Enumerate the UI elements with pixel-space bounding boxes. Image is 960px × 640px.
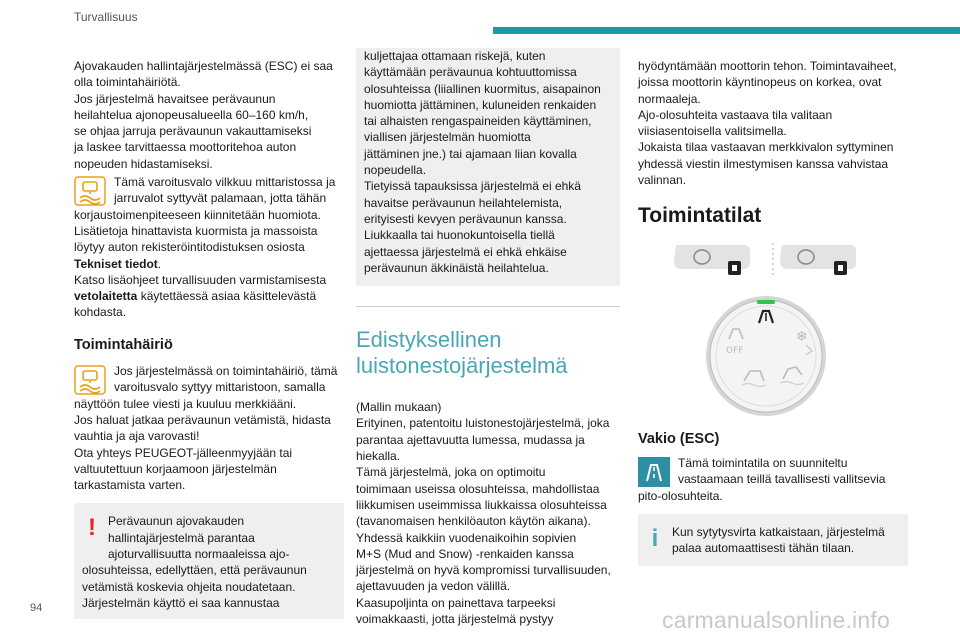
exclamation-icon: ! bbox=[88, 514, 96, 542]
paragraph: (Mallin mukaan) Erityinen, patentoitu luistonestojärjestelmä, joka parantaa ajettavuutta lumessa, mudassa ja hiekalla. Tämä järjestelmä, joka on optimoitu toimimaan useissa olosuhteissa, mahdollistaa liikkumisen useimmissa liukkaissa olosuhteissa (tavanomaisen henkilöauton käytön aikana). Yhdessä kaikkiin vuodenaikoihin sopivien M+S (Mud and Snow) -renkaiden kanssa järjestelmä on hyvä kompromissi turvallisuuden, ajettavuuden ja vedon välillä. Kaasupoljinta on painettava tarpeeksi voimakkaasti, jotta järjestelmä pystyy bbox=[356, 400, 611, 627]
info-text: Kun sytytysvirta katkaistaan, järjestelmä palaa automaattisesti tähän tilaan. bbox=[672, 524, 885, 556]
bold-text: vetolaitetta bbox=[74, 289, 138, 304]
mode-dial-figure bbox=[638, 241, 908, 421]
info-icon: i bbox=[651, 524, 659, 552]
mode-heading: Vakio (ESC) bbox=[638, 430, 720, 447]
divider bbox=[356, 306, 620, 307]
column-2 bbox=[356, 49, 620, 627]
warning-text: kuljettajaa ottamaan riskejä, kuten käyttämään perävaunua kohtuuttomissa olosuhteissa (liiallinen kuormitus, aisapainon huomiotta jättäminen, kuluneiden renkaiden tai alhaisten rengaspaineiden käyttäminen, viallisen järjestelmän huomiotta jättäminen jne.) tai ajamaan liian kovalla nopeudella. Tietyissä tapauksissa järjestelmä ei ehkä havaitse perävaunun heilahtelemista, erityisesti kevyen perävaunun kanssa. Liukkaalla tai huonokuntoisella tiellä ajettaessa järjestelmä ei ehkä ehkäise perävaunun äkkinäistä heilahtelua. bbox=[364, 49, 601, 275]
mode-selector-illustration bbox=[638, 241, 908, 421]
left-console-button bbox=[674, 245, 750, 275]
paragraph: Ajovakauden hallintajärjestelmässä (ESC) ei saa olla toimintahäiriötä. Jos järjestelmä havaitsee perävaunun heilahtelua ajonopeusalueella 60–160 km/h, se ohjaa jarruja perävaunun vakauttamiseksi ja laskee tarvittaessa moottoritehoa auton nopeuden hidastamiseksi. bbox=[74, 59, 333, 171]
warning-box-continued bbox=[356, 48, 620, 286]
section-heading: Edistyksellinen luistonestojärjestelmä bbox=[356, 327, 568, 379]
watermark: carmanualsonline.info bbox=[662, 607, 890, 633]
icon-paragraph-text: Tämä varoitusvalo vilkkuu mittaristossa ja jarruvalot syttyvät palamaan, jotta tähän korjaustoimenpiteeseen kiinnitetään huomiota. bbox=[74, 175, 336, 222]
icon-paragraph bbox=[74, 363, 344, 412]
section-heading: Toimintatilat bbox=[638, 204, 762, 228]
svg-text:❄: ❄ bbox=[796, 328, 808, 345]
column-1 bbox=[74, 58, 344, 619]
paragraph: Katso lisäohjeet turvallisuuden varmistamisesta vetolaitetta käytettäessä asiaa käsittelevästä kohdasta. bbox=[74, 272, 327, 320]
dial-off-label: OFF bbox=[726, 345, 744, 356]
header-accent-bar bbox=[493, 27, 960, 34]
trailer-sway-warning-icon bbox=[74, 176, 106, 206]
right-console-button bbox=[780, 245, 856, 275]
bold-text: Tekniset tiedot bbox=[74, 256, 158, 271]
info-box bbox=[638, 514, 908, 567]
trailer-sway-warning-icon bbox=[74, 365, 106, 395]
dial-led bbox=[757, 300, 775, 304]
icon-paragraph-text: Tämä toimintatila on suunniteltu vastaamaan teillä tavallisesti vallitsevia pito-olosuhteita. bbox=[638, 455, 886, 503]
warning-box bbox=[74, 503, 344, 619]
column-3 bbox=[638, 58, 908, 566]
mode-dial bbox=[706, 296, 826, 416]
paragraph: Lisätietoja hinattavista kuormista ja massoista löytyy auton rekisteröintitodistuksen osiosta Tekniset tiedot. bbox=[74, 223, 318, 271]
paragraph: Jos haluat jatkaa perävaunun vetämistä, hidasta vauhtia ja aja varovasti! Ota yhteys PEUGEOT-jälleenmyyjään tai valtuutettuun korjaamoon järjestelmän tarkastamista varten. bbox=[74, 412, 331, 493]
page-number: 94 bbox=[30, 602, 43, 614]
paragraph: hyödyntämään moottorin tehon. Toimintavaiheet, joissa moottorin käyntinopeus on korkea, ovat normaaleja. Ajo-olosuhteita vastaava tila valitaan viisiasentoisella valitsimella. Jokaista tilaa vastaavan merkkivalon syttyminen yhdessä viestin ilmestymisen kanssa vahvistaa valinnan. bbox=[638, 59, 897, 188]
header-title: Turvallisuus bbox=[74, 10, 138, 24]
icon-paragraph bbox=[74, 174, 344, 223]
warning-text: Perävaunun ajovakauden hallintajärjestelmä parantaa ajoturvallisuutta normaaleissa ajo- olosuhteissa, edellyttäen, että perävaunun vetämistä koskevia ohjeita noudatetaan. Järjestelmän käyttö ei saa kannustaa bbox=[82, 514, 307, 610]
standard-mode-icon bbox=[638, 457, 670, 487]
icon-paragraph-text: Jos järjestelmässä on toimintahäiriö, tämä varoitusvalo syttyy mittaristoon, samalla näyttöön tulee viesti ja kuuluu merkkiääni. bbox=[74, 364, 338, 411]
section-heading: Toimintahäiriö bbox=[74, 336, 173, 353]
icon-paragraph bbox=[638, 455, 908, 504]
